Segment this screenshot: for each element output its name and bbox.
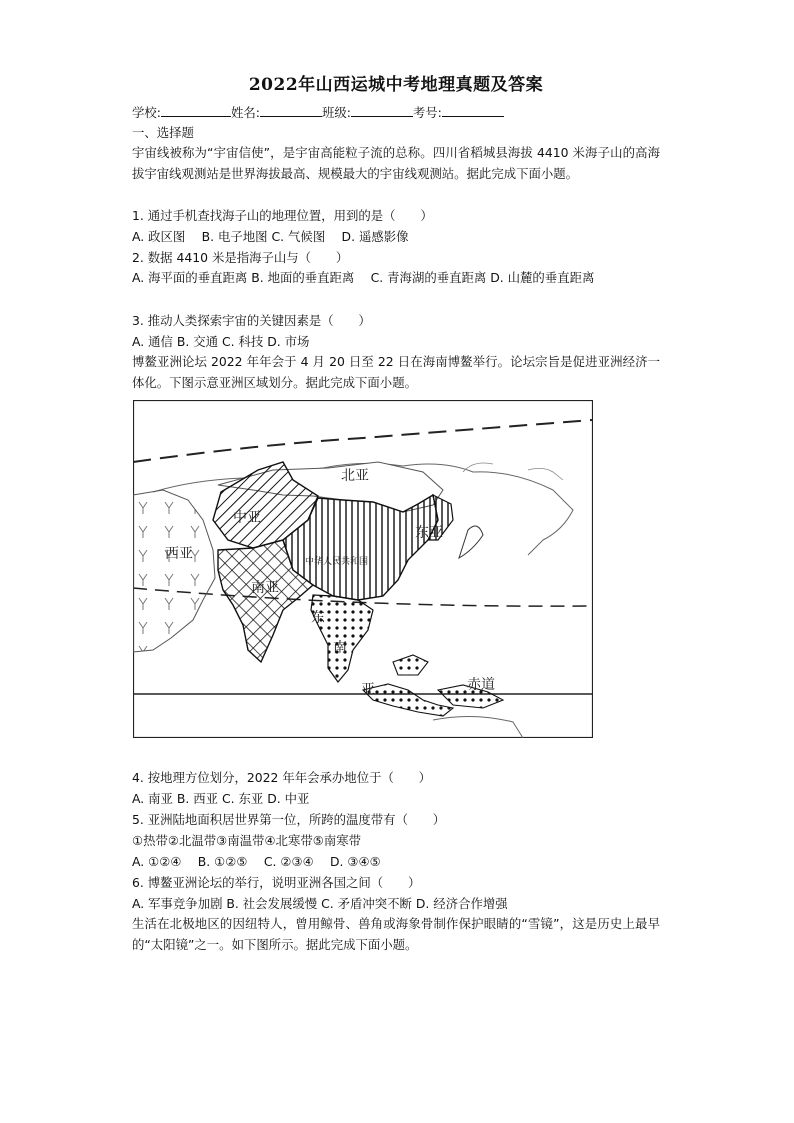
school-label: 学校:	[132, 105, 161, 120]
label-west-asia: 西亚	[165, 546, 193, 562]
question-5: 5. 亚洲陆地面积居世界第一位，所跨的温度带有（ ）	[132, 812, 446, 827]
intro-paragraph-1: 宇宙线被称为“宇宙信使”，是宇宙高能粒子流的总称。四川省稻城县海拔 4410 米海子山的高海拔宇宙线观测站是世界海拔最高、规模最大的宇宙线观测站。据此完成下面小题。	[132, 145, 660, 181]
label-central-asia: 中亚	[233, 510, 261, 526]
page-title: 2022年山西运城中考地理真题及答案	[248, 75, 544, 95]
question-1: 1. 通过手机查找海子山的地理位置，用到的是（ ）	[132, 208, 433, 223]
school-blank	[161, 104, 231, 117]
question-6: 6. 博鳌亚洲论坛的举行，说明亚洲各国之间（ ）	[132, 875, 421, 890]
question-1-options: A. 政区图 B. 电子地图 C. 气候图 D. 遥感影像	[132, 229, 409, 244]
intro-paragraph-2: 博鳌亚洲论坛 2022 年年会于 4 月 20 日至 22 日在海南博鳌举行。论坛宗旨是促进亚洲经济一体化。下图示意亚洲区域划分。据此完成下面小题。	[132, 354, 660, 390]
name-label: 姓名:	[230, 105, 260, 120]
asia-region-map	[133, 400, 593, 738]
intro-paragraph-3: 生活在北极地区的因纽特人，曾用鲸骨、兽角或海象骨制作保护眼睛的“雪镜”，这是历史上最早的“太阳镜”之一。如下图所示。据此完成下面小题。	[132, 916, 660, 952]
class-label: 班级:	[321, 105, 351, 120]
label-china: 中华人民共和国	[305, 557, 369, 567]
label-south-asia: 南亚	[251, 580, 279, 596]
question-3-options: A. 通信 B. 交通 C. 科技 D. 市场	[132, 334, 310, 349]
question-6-options: A. 军事竞争加剧 B. 社会发展缓慢 C. 矛盾冲突不断 D. 经济合作增强	[132, 896, 508, 911]
question-5-items: ①热带②北温带③南温带④北寒带⑤南寒带	[132, 833, 362, 848]
number-label: 考号:	[412, 105, 442, 120]
question-3: 3. 推动人类探索宇宙的关键因素是（ ）	[132, 313, 371, 328]
label-north-asia: 北亚	[341, 468, 369, 484]
class-blank	[351, 104, 413, 117]
label-southeast-1: 东	[311, 610, 325, 626]
section-heading: 一、选择题	[132, 125, 194, 140]
label-equator: 赤道	[467, 677, 495, 693]
question-2: 2. 数据 4410 米是指海子山与（ ）	[132, 250, 349, 265]
question-4: 4. 按地理方位划分，2022 年年会承办地位于（ ）	[132, 770, 432, 785]
question-5-options: A. ①②④ B. ①②⑤ C. ②③④ D. ③④⑤	[132, 854, 381, 869]
label-east-asia: 东亚	[415, 525, 443, 541]
name-blank	[260, 104, 322, 117]
number-blank	[442, 104, 504, 117]
label-southeast-2: 南	[333, 640, 347, 656]
label-southeast-3: 亚	[361, 682, 375, 698]
student-info-row	[132, 104, 660, 122]
question-2-options: A. 海平面的垂直距离 B. 地面的垂直距离 C. 青海湖的垂直距离 D. 山麓的垂直距离	[132, 270, 595, 285]
question-4-options: A. 南亚 B. 西亚 C. 东亚 D. 中亚	[132, 791, 310, 806]
